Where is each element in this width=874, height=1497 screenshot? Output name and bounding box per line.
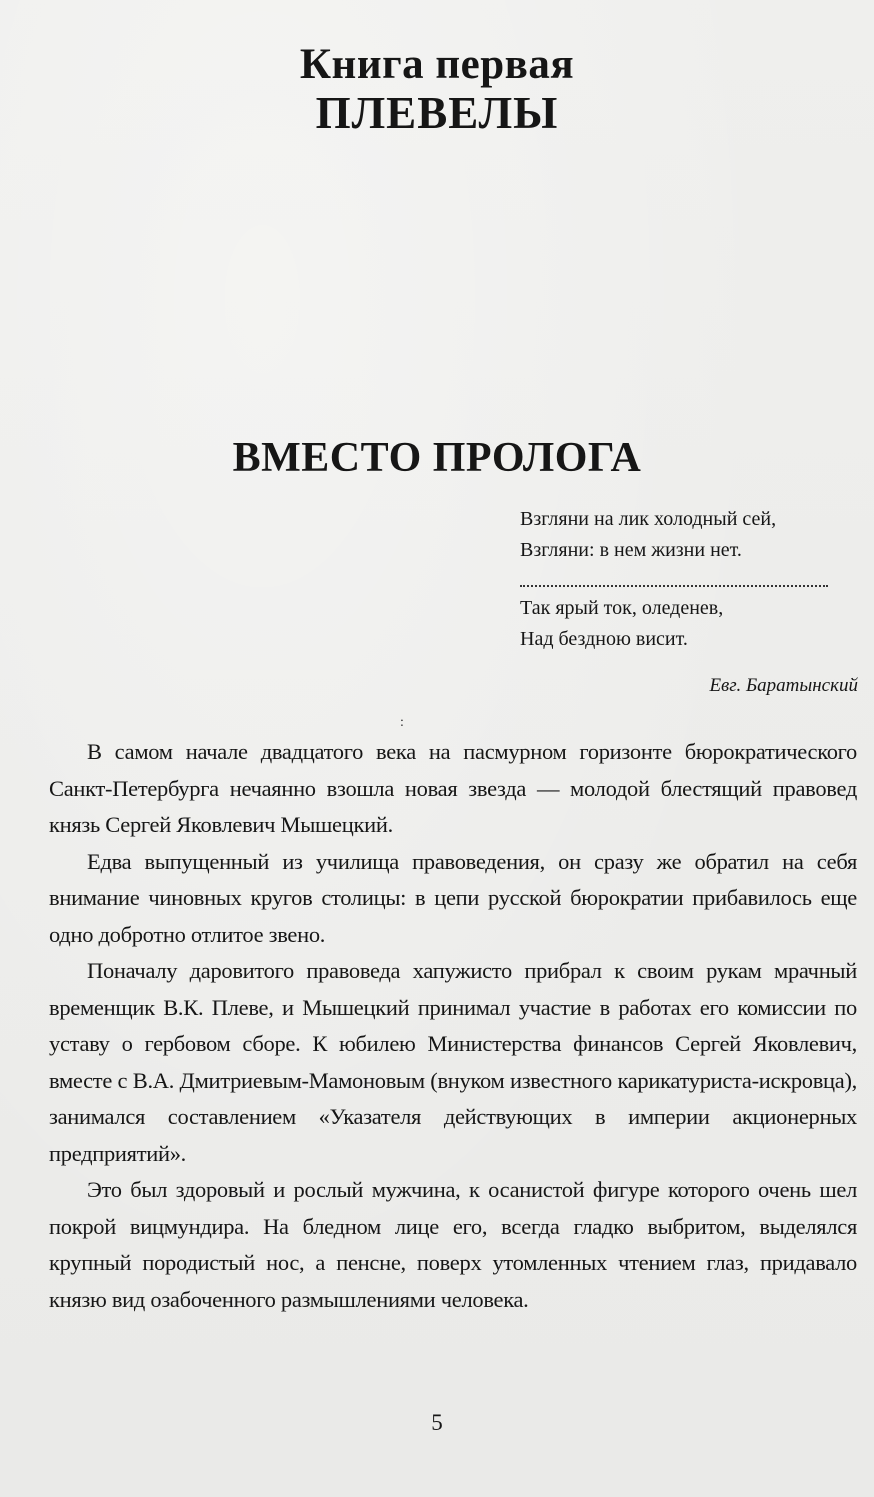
body-text	[49, 734, 857, 1318]
paragraph: Поначалу даровитого правоведа хапужисто прибрал к своим рукам мрачный временщик В.К. Плеве, и Мышецкий принимал участие в работах его комиссии по уставу о гербовом сборе. К юбилею Министерства финансов Сергей Яковлевич, вместе с В.А. Дмитриевым-Мамоновым (внуком известного карикатуриста-искровца), занимался составлением «Указателя действующих в империи акционерных предприятий».	[49, 958, 857, 1166]
paragraph: Это был здоровый и рослый мужчина, к осанистой фигуре которого очень шел покрой вицмундира. На бледном лице его, всегда гладко выбритом, выделялся крупный породистый нос, а пенсне, поверх утомленных чтением глаз, придавало князю вид озабоченного размышлениями человека.	[49, 1177, 857, 1312]
page-number: 5	[431, 1410, 443, 1435]
separator-mark: :	[400, 715, 404, 730]
epigraph-line: Так ярый ток, оледенев,	[520, 597, 724, 619]
epigraph-line: Взгляни на лик холодный сей,	[520, 508, 777, 530]
paragraph: Едва выпущенный из училища правоведения, он сразу же обратил на себя внимание чиновных кругов столицы: в цепи русской бюрократии прибавилось еще одно добротно отлитое звено.	[49, 848, 857, 947]
chapter-title: ВМЕСТО ПРОЛОГА	[232, 435, 642, 481]
book-label: Книга первая	[299, 41, 575, 88]
epigraph-line: Над бездною висит.	[520, 628, 688, 650]
book-title: ПЛЕВЕЛЫ	[315, 88, 559, 138]
epigraph	[520, 504, 828, 655]
epigraph-author: Евг. Баратынский	[709, 675, 858, 696]
paragraph: В самом начале двадцатого века на пасмурном горизонте бюрократического Санкт-Петербурга нечаянно взошла новая звезда — молодой блестящий правовед князь Сергей Яковлевич Мышецкий.	[49, 739, 857, 837]
epigraph-omission-dots	[520, 556, 828, 587]
epigraph-line: Взгляни: в нем жизни нет.	[520, 539, 742, 561]
